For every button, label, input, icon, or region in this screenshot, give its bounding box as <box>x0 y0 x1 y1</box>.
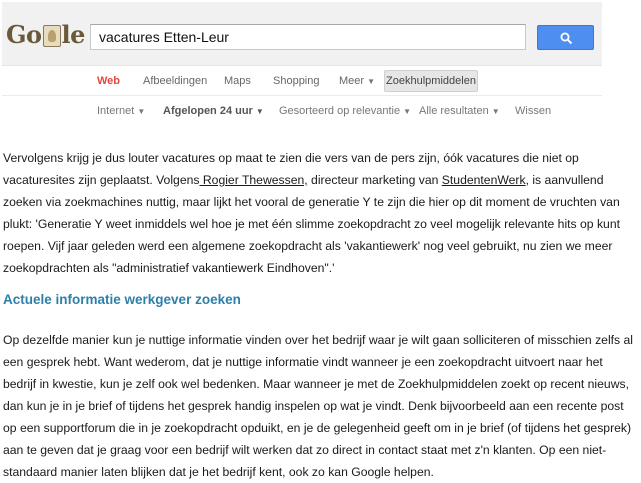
chevron-down-icon: ▼ <box>367 77 375 86</box>
tab-afbeeldingen[interactable]: Afbeeldingen <box>143 75 208 87</box>
paragraph-1 <box>3 147 639 279</box>
chevron-down-icon: ▼ <box>137 107 146 116</box>
filter-internet-label: Internet <box>97 105 135 117</box>
search-tabs <box>2 66 602 96</box>
link-studentenwerk[interactable]: StudentenWerk <box>441 173 526 187</box>
filter-clear[interactable]: Wissen <box>515 105 552 117</box>
google-screenshot <box>2 2 602 125</box>
search-icon <box>560 32 573 45</box>
section-heading: Actuele informatie werkgever zoeken <box>3 292 241 307</box>
filter-time[interactable] <box>163 105 264 117</box>
link-rogier-thewessen[interactable]: Rogier Thewessen, <box>199 173 308 187</box>
google-logo[interactable]: Go le <box>6 20 85 49</box>
filter-results-label: Alle resultaten <box>419 105 489 117</box>
tab-shopping[interactable]: Shopping <box>273 75 320 87</box>
tab-web[interactable]: Web <box>97 75 121 87</box>
chevron-down-icon: ▼ <box>403 107 411 116</box>
paragraph-1-text-a: Vervolgens krijg je dus louter vacatures op maat te zien die vers van de pers zijn, óók vacatures die niet op vacaturesites zijn geplaatst. Volgens <box>3 151 579 187</box>
paragraph-1-text-c: , is aanvullend zoeken via zoekmachines nuttig, maar lijkt het vooral de generatie Y te zijn die hier op dit moment de vruchten van plukt: 'Generatie Y weet inmiddels wel hoe je met één slimme zoekopdracht zo veel mogelijk relevante hits op kunt roepen. Vijf jaar geleden werd een algemene zoekopdracht als 'vakantiewerk' nog veel gebruikt, nu zien we meer zoekopdrachten als "administratief vakantiewerk Eindhoven".' <box>3 173 620 275</box>
filter-sort-label: Gesorteerd op relevantie <box>279 105 401 117</box>
tab-maps[interactable]: Maps <box>224 75 251 87</box>
paragraph-1-text-b: directeur marketing van <box>307 173 442 187</box>
article-body <box>3 147 639 483</box>
search-button[interactable] <box>537 25 594 50</box>
filter-internet[interactable] <box>97 105 145 117</box>
tools-button[interactable]: Zoekhulpmiddelen <box>384 70 478 92</box>
doodle-icon <box>43 25 61 47</box>
paragraph-2: Op dezelfde manier kun je nuttige informatie vinden over het bedrijf waar je wilt gaan solliciteren of misschien zelfs al een gesprek hebt. Want wederom, dat je nuttige informatie vindt wanneer je een zoekopdracht uitvoert naar het bedrijf in kwestie, kun je zelf ook wel bedenken. Maar wanneer je met de Zoekhulpmiddelen zoekt op recent nieuws, dan kun je in je brief of tijdens het gesprek handig inspelen op wat je vindt. Denk bijvoorbeeld aan een recente post op een supportforum die in je zoekopdracht opduikt, en je de gelegenheid geeft om in je brief (of tijdens het gesprek) aan te geven dat je graag voor een bedrijf wilt werken dat zo direct in contact staat met z'n klanten. Op een niet-standaard manier laten blijken dat je het bedrijf kent, ook zo kan Google helpen. <box>3 333 634 479</box>
tab-meer[interactable] <box>339 75 375 87</box>
chevron-down-icon: ▼ <box>255 107 264 116</box>
chevron-down-icon: ▼ <box>491 107 500 116</box>
tab-meer-label: Meer <box>339 75 365 87</box>
filter-results[interactable] <box>419 105 500 117</box>
search-header <box>2 2 602 66</box>
search-filters <box>2 96 602 125</box>
filter-time-label: Afgelopen 24 uur <box>163 105 253 117</box>
filter-sort[interactable] <box>279 105 411 117</box>
search-input[interactable]: vacatures Etten-Leur <box>90 24 526 50</box>
